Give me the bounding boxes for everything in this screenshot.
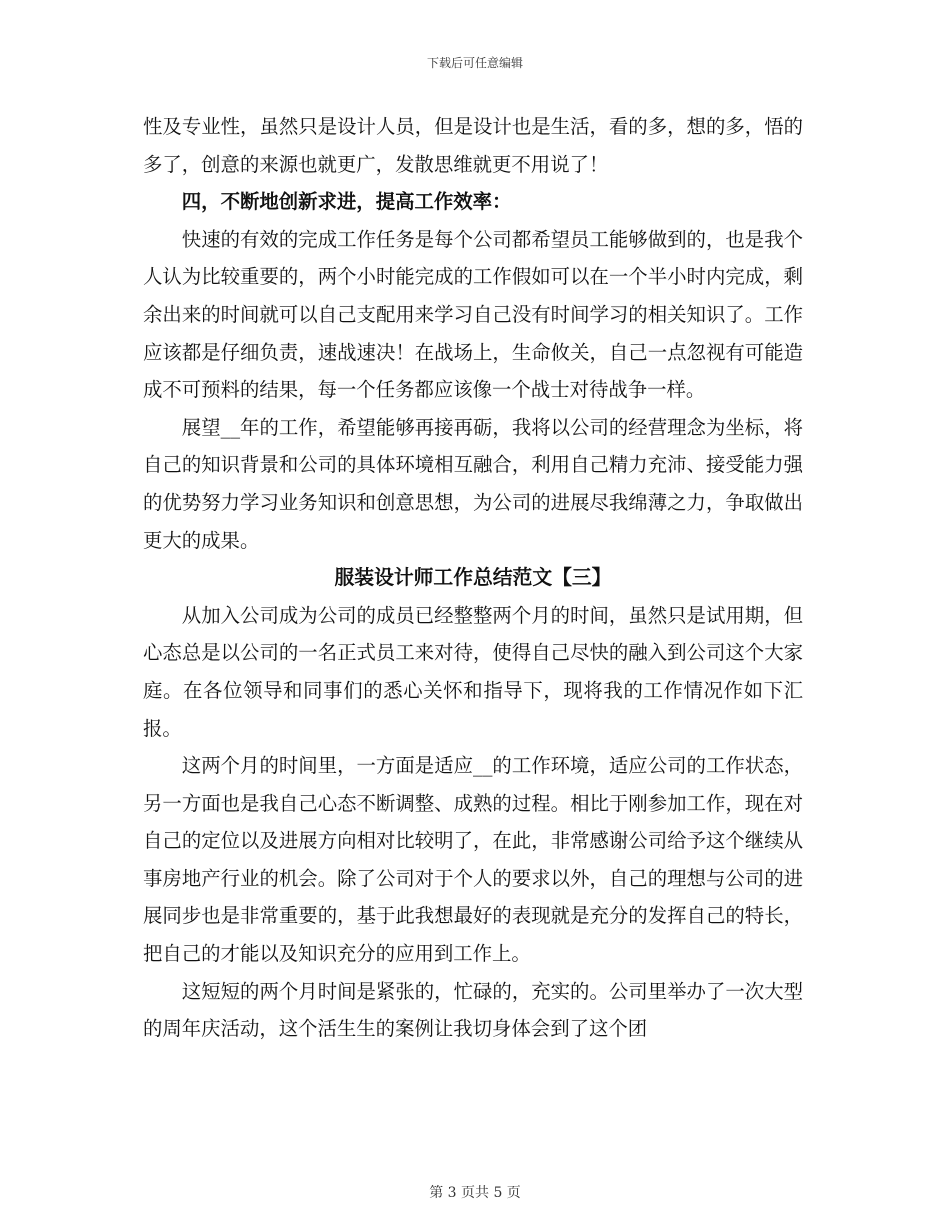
- paragraph-continued: 性及专业性，虽然只是设计人员，但是设计也是生活，看的多，想的多，悟的多了，创意的来源也就更广，发散思维就更不用说了！: [143, 115, 803, 176]
- article-title: 服装设计师工作总结范文【三】: [334, 565, 612, 590]
- paragraph-outlook: 展望__年的工作，希望能够再接再砺，我将以公司的经营理念为坐标，将自己的知识背景和公司的具体环境相互融合，利用自己精力充沛、接受能力强的优势努力学习业务知识和创意思想，为公司的进展尽我绵薄之力，争取做出更大的成果。: [143, 415, 803, 552]
- page-number: 第 3 页共 5 页: [429, 1185, 521, 1201]
- paragraph-two-months: 这两个月的时间里，一方面是适应__的工作环境，适应公司的工作状态，另一方面也是我自己心态不断调整、成熟的过程。相比于刚参加工作，现在对自己的定位以及进展方向相对比较明了，在此，非常感谢公司给予这个继续从事房地产行业的机会。除了公司对于个人的要求以外，自己的理想与公司的进展同步也是非常重要的，基于此我想最好的表现就是充分的发挥自己的特长，把自己的才能以及知识充分的应用到工作上。: [143, 754, 803, 966]
- paragraph-join: 从加入公司成为公司的成员已经整整两个月的时间，虽然只是试用期，但心态总是以公司的一名正式员工来对待，使得自己尽快的融入到公司这个大家庭。在各位领导和同事们的悉心关怀和指导下，现将我的工作情况作如下汇报。: [143, 603, 803, 740]
- section-heading-four: 四，不断地创新求进，提高工作效率：: [181, 190, 512, 214]
- paragraph-short: 这短短的两个月时间是紧张的，忙碌的，充实的。公司里举办了一次大型的周年庆活动，这个活生生的案例让我切身体会到了这个团: [143, 979, 803, 1041]
- document-body: [143, 108, 803, 1048]
- paragraph-efficiency: 快速的有效的完成工作任务是每个公司都希望员工能够做到的，也是我个人认为比较重要的，两个小时能完成的工作假如可以在一个半小时内完成，剩余出来的时间就可以自己支配用来学习自己没有时间学习的相关知识了。工作应该都是仔细负责，速战速决！在战场上，生命攸关，自己一点忽视有可能造成不可预料的结果，每一个任务都应该像一个战士对待战争一样。: [143, 227, 803, 402]
- page-header-note: 下载后可任意编辑: [426, 56, 523, 70]
